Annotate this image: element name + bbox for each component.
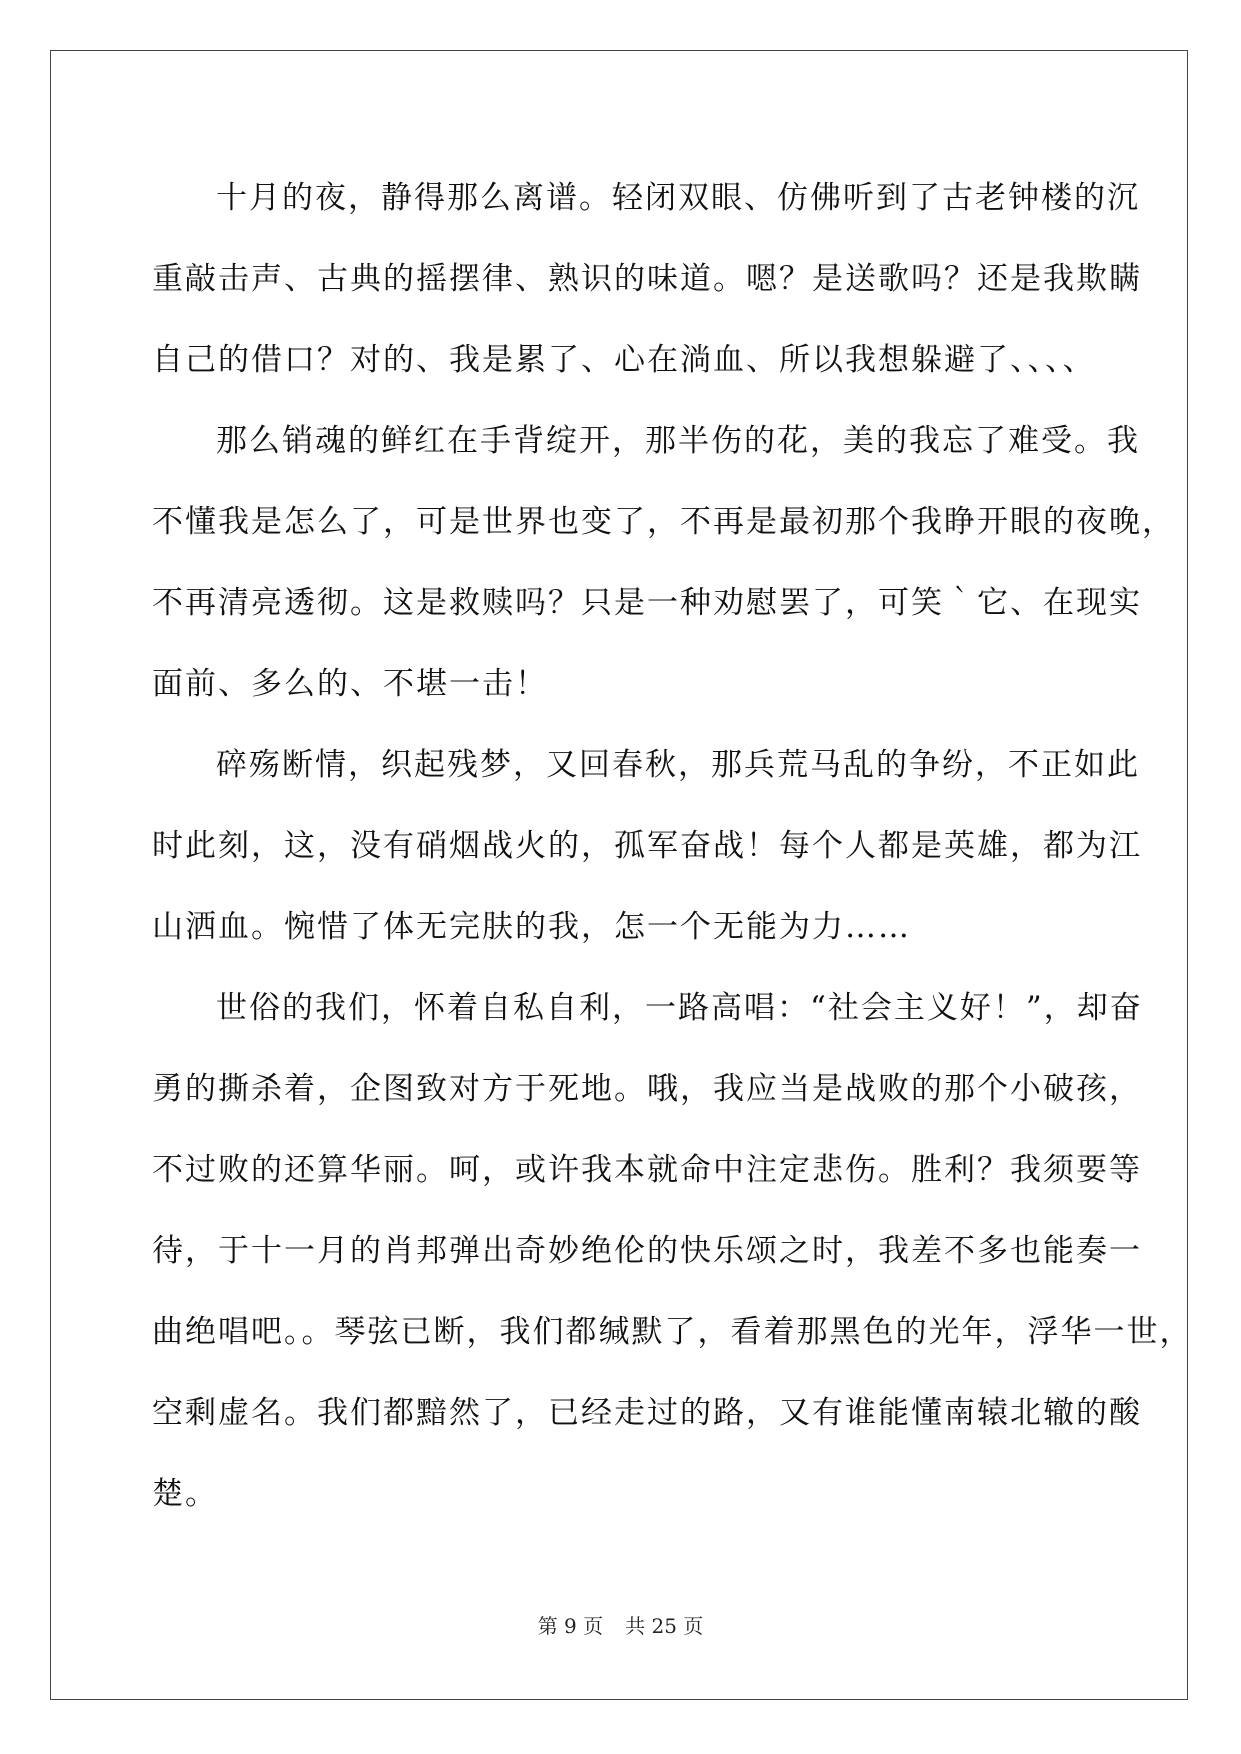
text-line: 世俗的我们，怀着自私自利，一路高唱：“社会主义好！”，却奋 xyxy=(216,990,1143,1026)
text-line: 楚。 xyxy=(152,1476,218,1512)
text-line: 不过败的还算华丽。呵，或许我本就命中注定悲伤。胜利？我须要等 xyxy=(152,1152,1142,1188)
text-line: 十月的夜，静得那么离谱。轻闭双眼、仿佛听到了古老钟楼的沉 xyxy=(216,180,1140,216)
text-line: 那么销魂的鲜红在手背绽开，那半伤的花，美的我忘了难受。我 xyxy=(216,423,1140,459)
text-line: 勇的撕杀着，企图致对方于死地。哦，我应当是战败的那个小破孩， xyxy=(152,1071,1142,1107)
text-line: 重敲击声、古典的摇摆律、熟识的味道。嗯？是送歌吗？还是我欺瞒 xyxy=(152,261,1142,297)
text-line: 待，于十一月的肖邦弹出奇妙绝伦的快乐颂之时，我差不多也能奏一 xyxy=(152,1233,1142,1269)
page-footer xyxy=(0,1612,1241,1640)
text-line: 不再清亮透彻。这是救赎吗？只是一种劝慰罢了，可笑｀它、在现实 xyxy=(152,585,1142,621)
page-number: 第 9 页 xyxy=(537,1614,604,1638)
text-line: 面前、多么的、不堪一击！ xyxy=(152,666,548,702)
text-line: 时此刻，这，没有硝烟战火的，孤军奋战！每个人都是英雄，都为江 xyxy=(152,828,1142,864)
text-line: 自己的借口？对的、我是累了、心在淌血、所以我想躲避了、、、、 xyxy=(152,342,1096,378)
text-line: 山洒血。惋惜了体无完肤的我，怎一个无能为力…… xyxy=(152,909,911,945)
document-body xyxy=(152,158,1193,1535)
text-line: 碎殇断情，织起残梦，又回春秋，那兵荒马乱的争纷，不正如此 xyxy=(216,747,1140,783)
page-total: 共 25 页 xyxy=(625,1614,704,1638)
text-line: 不懂我是怎么了，可是世界也变了，不再是最初那个我睁开眼的夜晚， xyxy=(152,504,1175,540)
text-line: 空剩虚名。我们都黯然了，已经走过的路，又有谁能懂南辕北辙的酸 xyxy=(152,1395,1142,1431)
text-line: 曲绝唱吧。。琴弦已断，我们都缄默了，看着那黑色的光年，浮华一世， xyxy=(152,1314,1193,1350)
